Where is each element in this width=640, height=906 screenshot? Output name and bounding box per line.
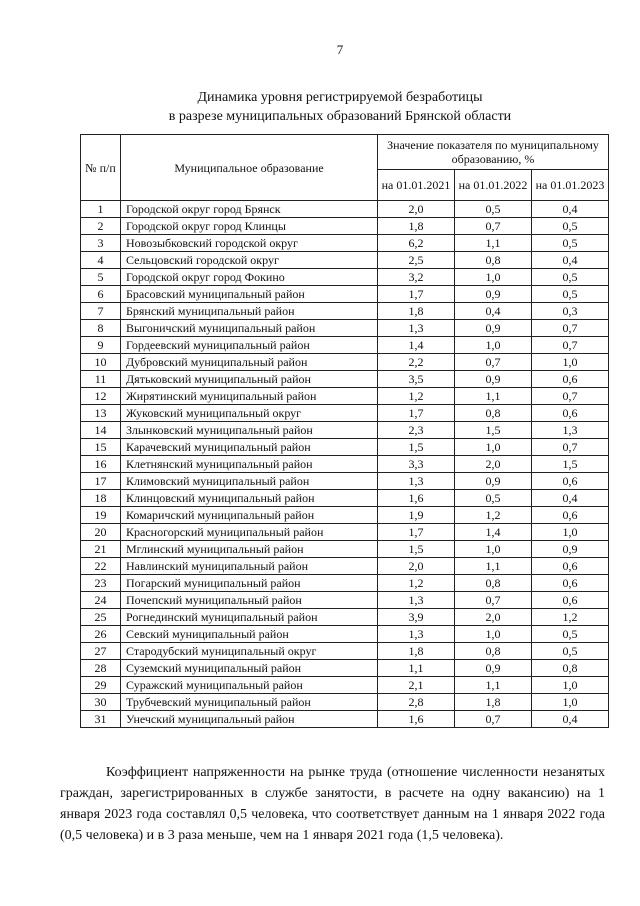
table-body xyxy=(81,201,609,728)
value-2022-cell: 0,9 xyxy=(455,371,532,388)
value-2021-cell: 1,3 xyxy=(378,626,455,643)
table-row xyxy=(81,286,609,303)
title-line-1: Динамика уровня регистрируемой безработицы xyxy=(197,90,483,105)
row-number-cell: 16 xyxy=(81,456,121,473)
table-row xyxy=(81,456,609,473)
value-2023-cell: 1,0 xyxy=(532,677,609,694)
municipality-cell: Мглинский муниципальный район xyxy=(121,541,378,558)
value-2021-cell: 1,3 xyxy=(378,592,455,609)
document-title xyxy=(80,88,600,126)
municipality-cell: Комаричский муниципальный район xyxy=(121,507,378,524)
value-2023-cell: 0,7 xyxy=(532,320,609,337)
value-2023-cell: 0,6 xyxy=(532,473,609,490)
municipality-cell: Злынковский муниципальный район xyxy=(121,422,378,439)
row-number-cell: 26 xyxy=(81,626,121,643)
municipality-cell: Дятьковский муниципальный район xyxy=(121,371,378,388)
value-2023-cell: 0,8 xyxy=(532,660,609,677)
value-2021-cell: 1,5 xyxy=(378,439,455,456)
table-row xyxy=(81,660,609,677)
row-number-cell: 7 xyxy=(81,303,121,320)
value-2021-cell: 1,3 xyxy=(378,320,455,337)
row-number-cell: 15 xyxy=(81,439,121,456)
title-line-2: в разрезе муниципальных образований Брянской области xyxy=(168,109,512,124)
header-indicator: Значение показателя по муниципальному образованию, % xyxy=(378,135,609,170)
row-number-cell: 4 xyxy=(81,252,121,269)
value-2023-cell: 0,6 xyxy=(532,507,609,524)
table-row xyxy=(81,201,609,218)
value-2023-cell: 0,5 xyxy=(532,235,609,252)
value-2022-cell: 0,5 xyxy=(455,490,532,507)
value-2023-cell: 1,5 xyxy=(532,456,609,473)
value-2023-cell: 0,6 xyxy=(532,405,609,422)
table-row xyxy=(81,541,609,558)
table-row xyxy=(81,303,609,320)
header-date-2022: на 01.01.2022 xyxy=(455,170,532,201)
value-2022-cell: 0,9 xyxy=(455,660,532,677)
value-2022-cell: 1,0 xyxy=(455,337,532,354)
municipality-cell: Жуковский муниципальный округ xyxy=(121,405,378,422)
row-number-cell: 31 xyxy=(81,711,121,728)
table-row xyxy=(81,439,609,456)
municipality-cell: Стародубский муниципальный округ xyxy=(121,643,378,660)
row-number-cell: 22 xyxy=(81,558,121,575)
table-row xyxy=(81,609,609,626)
value-2023-cell: 0,5 xyxy=(532,626,609,643)
table-row xyxy=(81,371,609,388)
municipality-cell: Красногорский муниципальный район xyxy=(121,524,378,541)
value-2022-cell: 1,0 xyxy=(455,269,532,286)
value-2023-cell: 0,7 xyxy=(532,439,609,456)
unemployment-table xyxy=(80,134,609,728)
value-2022-cell: 0,8 xyxy=(455,643,532,660)
value-2023-cell: 0,6 xyxy=(532,592,609,609)
value-2022-cell: 1,4 xyxy=(455,524,532,541)
municipality-cell: Карачевский муниципальный район xyxy=(121,439,378,456)
table-row xyxy=(81,422,609,439)
municipality-cell: Клетнянский муниципальный район xyxy=(121,456,378,473)
table-header xyxy=(81,135,609,201)
value-2022-cell: 1,1 xyxy=(455,558,532,575)
table-row xyxy=(81,473,609,490)
value-2021-cell: 1,6 xyxy=(378,711,455,728)
page-number: 7 xyxy=(336,42,344,57)
row-number-cell: 21 xyxy=(81,541,121,558)
value-2022-cell: 0,9 xyxy=(455,320,532,337)
value-2022-cell: 2,0 xyxy=(455,456,532,473)
value-2021-cell: 1,6 xyxy=(378,490,455,507)
row-number-cell: 14 xyxy=(81,422,121,439)
value-2023-cell: 0,7 xyxy=(532,337,609,354)
row-number-cell: 28 xyxy=(81,660,121,677)
header-date-2023: на 01.01.2023 xyxy=(532,170,609,201)
table-row xyxy=(81,592,609,609)
value-2022-cell: 0,9 xyxy=(455,473,532,490)
value-2022-cell: 0,7 xyxy=(455,592,532,609)
table-row xyxy=(81,405,609,422)
table-row xyxy=(81,524,609,541)
value-2023-cell: 1,3 xyxy=(532,422,609,439)
value-2021-cell: 1,3 xyxy=(378,473,455,490)
row-number-cell: 30 xyxy=(81,694,121,711)
municipality-cell: Выгоничский муниципальный район xyxy=(121,320,378,337)
table-row xyxy=(81,235,609,252)
value-2021-cell: 1,8 xyxy=(378,218,455,235)
value-2022-cell: 1,0 xyxy=(455,626,532,643)
row-number-cell: 23 xyxy=(81,575,121,592)
value-2021-cell: 1,7 xyxy=(378,405,455,422)
value-2022-cell: 1,1 xyxy=(455,235,532,252)
row-number-cell: 13 xyxy=(81,405,121,422)
table-row xyxy=(81,320,609,337)
table-row xyxy=(81,507,609,524)
table-row xyxy=(81,354,609,371)
row-number-cell: 19 xyxy=(81,507,121,524)
value-2022-cell: 1,0 xyxy=(455,541,532,558)
row-number-cell: 12 xyxy=(81,388,121,405)
municipality-cell: Навлинский муниципальный район xyxy=(121,558,378,575)
table-row xyxy=(81,677,609,694)
table-row xyxy=(81,490,609,507)
value-2022-cell: 1,2 xyxy=(455,507,532,524)
municipality-cell: Суражский муниципальный район xyxy=(121,677,378,694)
table-row xyxy=(81,575,609,592)
municipality-cell: Городской округ город Брянск xyxy=(121,201,378,218)
value-2022-cell: 0,7 xyxy=(455,711,532,728)
value-2021-cell: 2,0 xyxy=(378,558,455,575)
row-number-cell: 18 xyxy=(81,490,121,507)
value-2023-cell: 0,9 xyxy=(532,541,609,558)
row-number-cell: 1 xyxy=(81,201,121,218)
value-2022-cell: 0,8 xyxy=(455,252,532,269)
value-2021-cell: 2,8 xyxy=(378,694,455,711)
municipality-cell: Сельцовский городской округ xyxy=(121,252,378,269)
value-2021-cell: 1,2 xyxy=(378,575,455,592)
value-2022-cell: 1,1 xyxy=(455,388,532,405)
value-2023-cell: 0,5 xyxy=(532,218,609,235)
municipality-cell: Жирятинский муниципальный район xyxy=(121,388,378,405)
value-2022-cell: 0,7 xyxy=(455,354,532,371)
value-2023-cell: 0,5 xyxy=(532,269,609,286)
value-2021-cell: 3,5 xyxy=(378,371,455,388)
municipality-cell: Севский муниципальный район xyxy=(121,626,378,643)
table-row xyxy=(81,558,609,575)
municipality-cell: Погарский муниципальный район xyxy=(121,575,378,592)
table-row xyxy=(81,643,609,660)
table-row xyxy=(81,711,609,728)
row-number-cell: 2 xyxy=(81,218,121,235)
row-number-cell: 5 xyxy=(81,269,121,286)
value-2021-cell: 1,4 xyxy=(378,337,455,354)
value-2022-cell: 0,8 xyxy=(455,575,532,592)
municipality-cell: Клинцовский муниципальный район xyxy=(121,490,378,507)
body-paragraph-block xyxy=(60,762,605,846)
table-row xyxy=(81,626,609,643)
value-2022-cell: 1,8 xyxy=(455,694,532,711)
row-number-cell: 6 xyxy=(81,286,121,303)
value-2021-cell: 1,8 xyxy=(378,303,455,320)
value-2021-cell: 1,2 xyxy=(378,388,455,405)
value-2023-cell: 1,0 xyxy=(532,524,609,541)
value-2023-cell: 0,5 xyxy=(532,643,609,660)
value-2023-cell: 0,4 xyxy=(532,711,609,728)
value-2023-cell: 0,7 xyxy=(532,388,609,405)
value-2021-cell: 2,3 xyxy=(378,422,455,439)
municipality-cell: Новозыбковский городской округ xyxy=(121,235,378,252)
municipality-cell: Городской округ город Клинцы xyxy=(121,218,378,235)
value-2023-cell: 1,0 xyxy=(532,354,609,371)
table-row xyxy=(81,252,609,269)
value-2022-cell: 0,7 xyxy=(455,218,532,235)
value-2023-cell: 0,4 xyxy=(532,490,609,507)
table-row xyxy=(81,337,609,354)
body-paragraph: Коэффициент напряженности на рынке труда (отношение численности незанятых граждан, зарегистрированных в службе занятости, в расчете на одну вакансию) на 1 января 2023 года составлял 0,5 человека, что соответствует данным на 1 января 2022 года (0,5 человека) и в 3 раза меньше, чем на 1 января 2021 года (1,5 человека). xyxy=(60,765,605,843)
municipality-cell: Унечский муниципальный район xyxy=(121,711,378,728)
municipality-cell: Брасовский муниципальный район xyxy=(121,286,378,303)
table-row xyxy=(81,694,609,711)
table-row xyxy=(81,218,609,235)
value-2023-cell: 0,4 xyxy=(532,201,609,218)
value-2022-cell: 0,9 xyxy=(455,286,532,303)
table-row xyxy=(81,269,609,286)
value-2021-cell: 3,3 xyxy=(378,456,455,473)
value-2023-cell: 0,3 xyxy=(532,303,609,320)
row-number-cell: 24 xyxy=(81,592,121,609)
value-2021-cell: 3,9 xyxy=(378,609,455,626)
municipality-cell: Климовский муниципальный район xyxy=(121,473,378,490)
value-2022-cell: 2,0 xyxy=(455,609,532,626)
value-2021-cell: 1,1 xyxy=(378,660,455,677)
row-number-cell: 27 xyxy=(81,643,121,660)
row-number-cell: 10 xyxy=(81,354,121,371)
value-2021-cell: 1,7 xyxy=(378,286,455,303)
value-2023-cell: 0,6 xyxy=(532,558,609,575)
value-2021-cell: 1,5 xyxy=(378,541,455,558)
value-2021-cell: 6,2 xyxy=(378,235,455,252)
header-municipality: Муниципальное образование xyxy=(121,135,378,201)
value-2021-cell: 2,2 xyxy=(378,354,455,371)
value-2023-cell: 0,6 xyxy=(532,575,609,592)
row-number-cell: 29 xyxy=(81,677,121,694)
row-number-cell: 25 xyxy=(81,609,121,626)
value-2021-cell: 1,7 xyxy=(378,524,455,541)
municipality-cell: Рогнединский муниципальный район xyxy=(121,609,378,626)
municipality-cell: Суземский муниципальный район xyxy=(121,660,378,677)
value-2022-cell: 1,5 xyxy=(455,422,532,439)
municipality-cell: Почепский муниципальный район xyxy=(121,592,378,609)
value-2022-cell: 0,8 xyxy=(455,405,532,422)
value-2021-cell: 2,1 xyxy=(378,677,455,694)
value-2023-cell: 1,0 xyxy=(532,694,609,711)
value-2022-cell: 1,0 xyxy=(455,439,532,456)
municipality-cell: Трубчевский муниципальный район xyxy=(121,694,378,711)
value-2023-cell: 0,6 xyxy=(532,371,609,388)
row-number-cell: 17 xyxy=(81,473,121,490)
row-number-cell: 8 xyxy=(81,320,121,337)
value-2021-cell: 2,0 xyxy=(378,201,455,218)
header-date-2021: на 01.01.2021 xyxy=(378,170,455,201)
municipality-cell: Гордеевский муниципальный район xyxy=(121,337,378,354)
value-2021-cell: 2,5 xyxy=(378,252,455,269)
value-2023-cell: 0,5 xyxy=(532,286,609,303)
value-2023-cell: 1,2 xyxy=(532,609,609,626)
row-number-cell: 11 xyxy=(81,371,121,388)
municipality-cell: Дубровский муниципальный район xyxy=(121,354,378,371)
value-2022-cell: 0,4 xyxy=(455,303,532,320)
value-2022-cell: 0,5 xyxy=(455,201,532,218)
value-2021-cell: 3,2 xyxy=(378,269,455,286)
municipality-cell: Брянский муниципальный район xyxy=(121,303,378,320)
table-row xyxy=(81,388,609,405)
value-2021-cell: 1,8 xyxy=(378,643,455,660)
header-num: № п/п xyxy=(81,135,121,201)
row-number-cell: 3 xyxy=(81,235,121,252)
row-number-cell: 9 xyxy=(81,337,121,354)
municipality-cell: Городской округ город Фокино xyxy=(121,269,378,286)
row-number-cell: 20 xyxy=(81,524,121,541)
value-2022-cell: 1,1 xyxy=(455,677,532,694)
value-2023-cell: 0,4 xyxy=(532,252,609,269)
value-2021-cell: 1,9 xyxy=(378,507,455,524)
